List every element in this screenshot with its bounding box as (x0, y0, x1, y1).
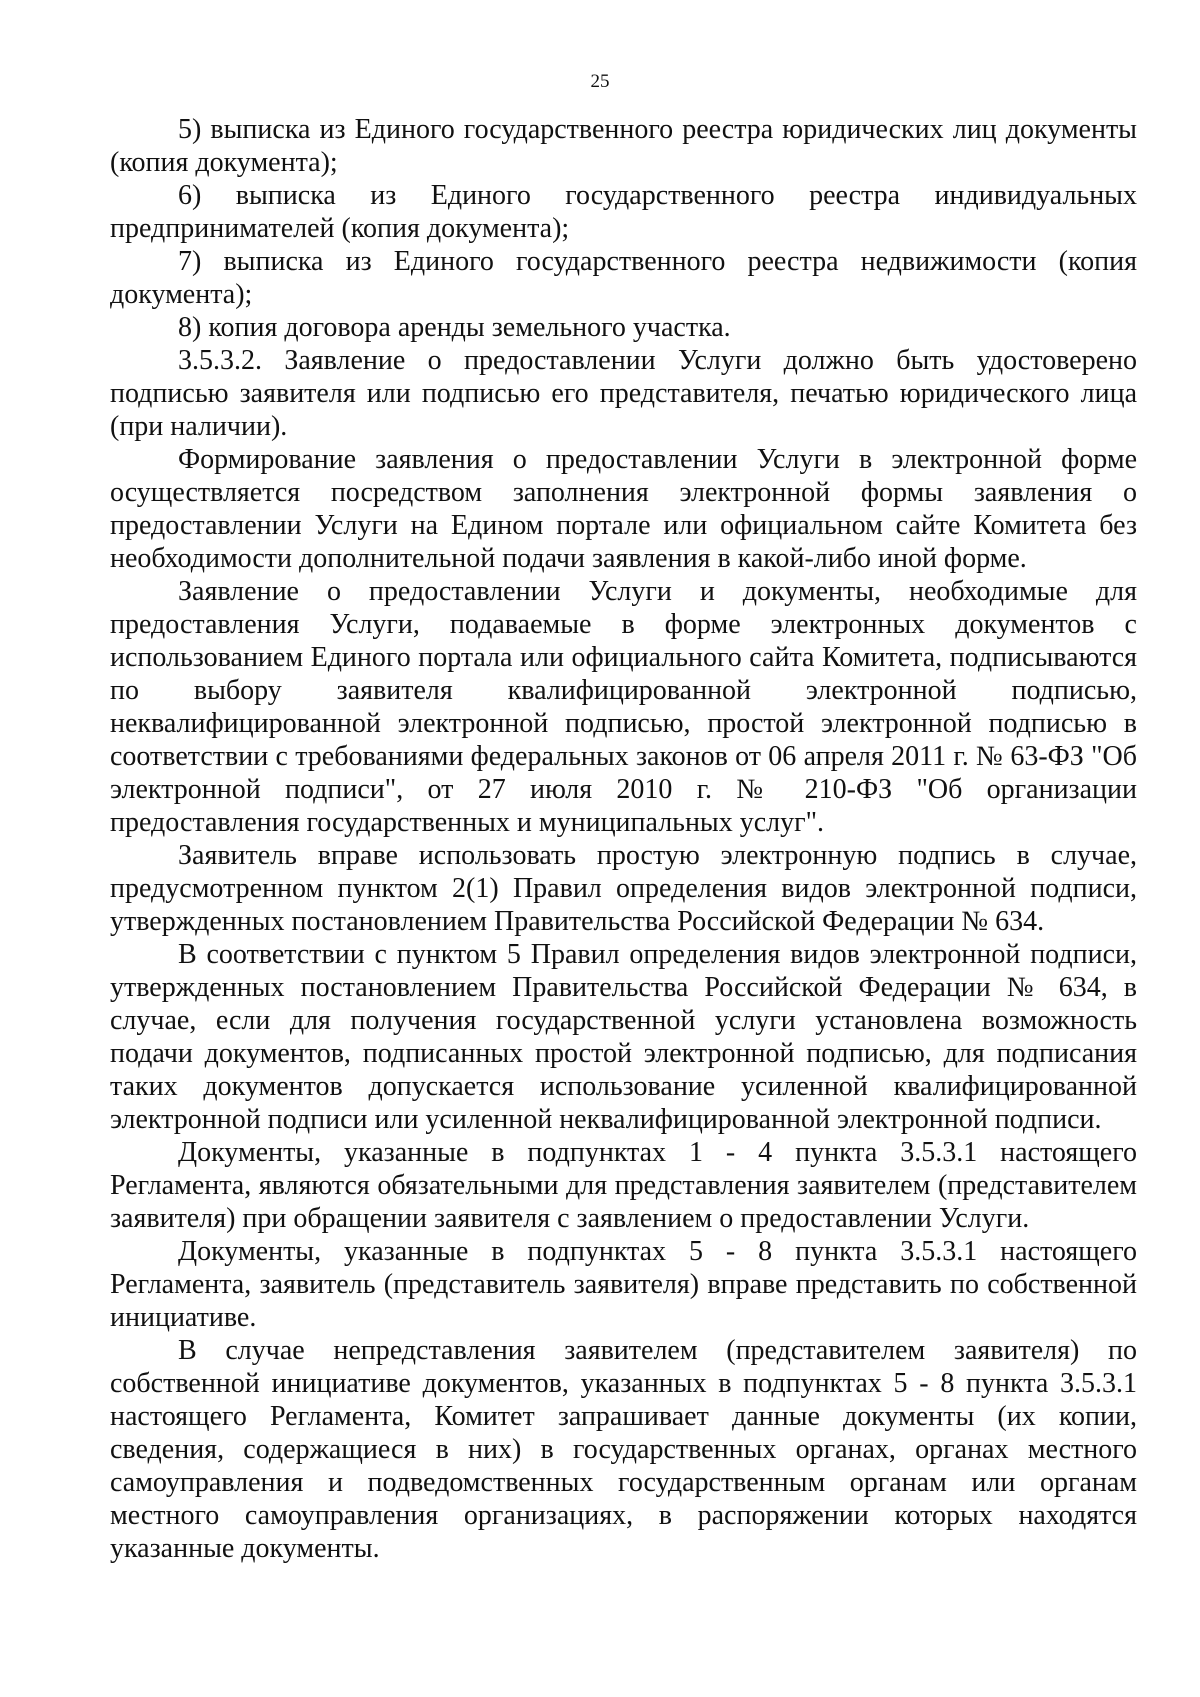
paragraph-enhanced-signature: В соответствии с пунктом 5 Правил определения видов электронной подписи, утвержденных постановлением Правительства Российской Федерации № 634, в случае, если для получения государственной услуги установлена возможность подачи документов, подписанных простой электронной подписью, для подписания таких документов допускается использование усиленной квалифицированной электронной подписи или усиленной неквалифицированной электронной подписи. (110, 939, 1137, 1135)
paragraph-item-5: 5) выписка из Единого государственного реестра юридических лиц документы (копия документа); (110, 114, 1137, 178)
page-number: 25 (590, 71, 610, 92)
paragraph-item-7: 7) выписка из Единого государственного реестра недвижимости (копия документа); (110, 246, 1137, 310)
paragraph-3-5-3-2: 3.5.3.2. Заявление о предоставлении Услуги должно быть удостоверено подписью заявителя или подписью его представителя, печатью юридического лица (при наличии). (110, 345, 1137, 442)
paragraph-electronic-form: Формирование заявления о предоставлении Услуги в электронной форме осуществляется посредством заполнения электронной формы заявления о предоставлении Услуги на Едином портале или официальном сайте Комитета без необходимости дополнительной подачи заявления в какой-либо иной форме. (110, 444, 1137, 574)
paragraph-committee-request: В случае непредставления заявителем (представителем заявителя) по собственной инициативе документов, указанных в подпунктах 5 - 8 пункта 3.5.3.1 настоящего Регламента, Комитет запрашивает данные документы (их копии, сведения, содержащиеся в них) в государственных органах, органах местного самоуправления и подведомственных государственным органам или органам местного самоуправления организациях, в распоряжении которых находятся указанные документы. (110, 1335, 1137, 1564)
paragraph-signature-requirements: Заявление о предоставлении Услуги и документы, необходимые для предоставления Услуги, подаваемые в форме электронных документов с использованием Единого портала или официального сайта Комитета, подписываются по выбору заявителя квалифицированной электронной подписью, неквалифицированной электронной подписью, простой электронной подписью в соответствии с требованиями федеральных законов от 06 апреля 2011 г. № 63-ФЗ "Об электронной подписи", от 27 июля 2010 г. № 210-ФЗ "Об организации предоставления государственных и муниципальных услуг". (110, 576, 1137, 838)
paragraph-optional-documents: Документы, указанные в подпунктах 5 - 8 пункта 3.5.3.1 настоящего Регламента, заявитель (представитель заявителя) вправе представить по собственной инициативе. (110, 1236, 1137, 1333)
paragraph-item-8: 8) копия договора аренды земельного участка. (178, 312, 731, 343)
document-body (110, 113, 1137, 1565)
paragraph-simple-signature: Заявитель вправе использовать простую электронную подпись в случае, предусмотренном пунктом 2(1) Правил определения видов электронной подписи, утвержденных постановлением Правительства Российской Федерации № 634. (110, 840, 1137, 937)
paragraph-mandatory-documents: Документы, указанные в подпунктах 1 - 4 пункта 3.5.3.1 настоящего Регламента, являются обязательными для представления заявителем (представителем заявителя) при обращении заявителя с заявлением о предоставлении Услуги. (110, 1137, 1137, 1234)
paragraph-item-6: 6) выписка из Единого государственного реестра индивидуальных предпринимателей (копия документа); (110, 180, 1137, 244)
